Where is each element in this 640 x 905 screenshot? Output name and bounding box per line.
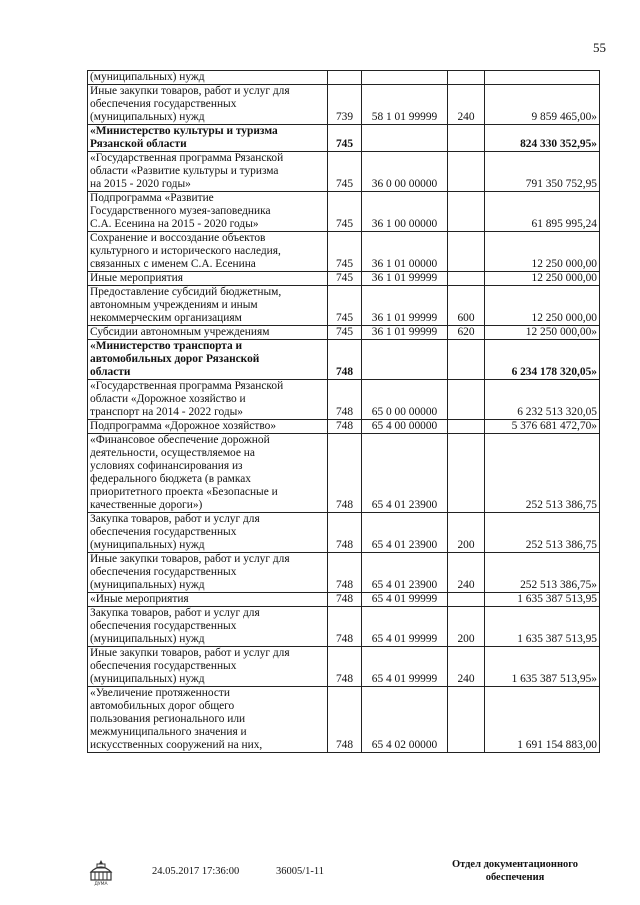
cell-amount: 1 635 387 513,95 xyxy=(485,607,600,647)
cell-amount xyxy=(485,71,600,85)
cell-csr: 36 0 00 00000 xyxy=(362,152,448,192)
footer-doc-code: 36005/1-11 xyxy=(276,866,325,877)
cell-vr xyxy=(448,272,485,286)
cell-amount: 12 250 000,00 xyxy=(485,272,600,286)
cell-csr: 65 4 00 00000 xyxy=(362,420,448,434)
cell-ved: 745 xyxy=(328,192,362,232)
budget-table xyxy=(87,70,600,753)
cell-csr xyxy=(362,125,448,152)
cell-vr xyxy=(448,687,485,753)
cell-vr xyxy=(448,152,485,192)
svg-text:ДУМА: ДУМА xyxy=(94,882,108,886)
cell-name: Предоставление субсидий бюджетным, автономным учреждениям и иным некоммерческим организациям xyxy=(88,286,328,326)
table-row xyxy=(88,647,600,687)
cell-amount: 1 691 154 883,00 xyxy=(485,687,600,753)
cell-ved: 748 xyxy=(328,687,362,753)
cell-csr xyxy=(362,71,448,85)
cell-csr: 36 1 01 99999 xyxy=(362,326,448,340)
cell-name: «Увеличение протяженности автомобильных дорог общего пользования регионального или межмуниципального значения и искусственных сооружений на них, xyxy=(88,687,328,753)
cell-vr xyxy=(448,71,485,85)
cell-amount: 791 350 752,95 xyxy=(485,152,600,192)
cell-csr: 58 1 01 99999 xyxy=(362,85,448,125)
cell-vr: 200 xyxy=(448,513,485,553)
cell-name: Иные мероприятия xyxy=(88,272,328,286)
cell-amount: 252 513 386,75» xyxy=(485,553,600,593)
cell-name: Иные закупки товаров, работ и услуг для обеспечения государственных (муниципальных) нужд xyxy=(88,85,328,125)
cell-vr xyxy=(448,420,485,434)
cell-vr: 240 xyxy=(448,553,485,593)
cell-amount: 6 232 513 320,05 xyxy=(485,380,600,420)
cell-vr: 620 xyxy=(448,326,485,340)
cell-ved: 748 xyxy=(328,607,362,647)
cell-vr xyxy=(448,593,485,607)
cell-vr xyxy=(448,125,485,152)
cell-name: Закупка товаров, работ и услуг для обеспечения государственных (муниципальных) нужд xyxy=(88,607,328,647)
cell-name: «Министерство транспорта и автомобильных дорог Рязанской области xyxy=(88,340,328,380)
cell-csr: 36 1 01 99999 xyxy=(362,272,448,286)
footer-department: Отдел документационного обеспечения xyxy=(451,859,579,883)
table-row xyxy=(88,340,600,380)
cell-ved: 745 xyxy=(328,326,362,340)
cell-name: «Государственная программа Рязанской области «Развитие культуры и туризма на 2015 - 2020 годы» xyxy=(88,152,328,192)
table-row xyxy=(88,125,600,152)
cell-amount: 5 376 681 472,70» xyxy=(485,420,600,434)
cell-ved: 748 xyxy=(328,380,362,420)
cell-vr xyxy=(448,232,485,272)
cell-csr: 65 4 02 00000 xyxy=(362,687,448,753)
cell-vr: 240 xyxy=(448,647,485,687)
table-row xyxy=(88,85,600,125)
table-row xyxy=(88,380,600,420)
cell-name: Подпрограмма «Дорожное хозяйство» xyxy=(88,420,328,434)
cell-csr: 36 1 00 00000 xyxy=(362,192,448,232)
cell-csr: 65 4 01 23900 xyxy=(362,513,448,553)
cell-name: Иные закупки товаров, работ и услуг для обеспечения государственных (муниципальных) нужд xyxy=(88,553,328,593)
table-row xyxy=(88,272,600,286)
cell-name: «Иные мероприятия xyxy=(88,593,328,607)
cell-amount: 252 513 386,75 xyxy=(485,513,600,553)
cell-vr: 200 xyxy=(448,607,485,647)
cell-ved: 739 xyxy=(328,85,362,125)
cell-ved: 748 xyxy=(328,513,362,553)
table-row xyxy=(88,513,600,553)
cell-name: Субсидии автономным учреждениям xyxy=(88,326,328,340)
cell-ved: 748 xyxy=(328,553,362,593)
cell-name: «Министерство культуры и туризма Рязанской области xyxy=(88,125,328,152)
cell-csr: 36 1 01 00000 xyxy=(362,232,448,272)
cell-csr: 65 4 01 99999 xyxy=(362,593,448,607)
cell-csr: 65 0 00 00000 xyxy=(362,380,448,420)
table-row xyxy=(88,687,600,753)
cell-vr: 240 xyxy=(448,85,485,125)
cell-vr xyxy=(448,380,485,420)
table-row xyxy=(88,593,600,607)
cell-vr: 600 xyxy=(448,286,485,326)
cell-vr xyxy=(448,340,485,380)
cell-amount: 12 250 000,00 xyxy=(485,232,600,272)
cell-ved: 745 xyxy=(328,232,362,272)
footer-datetime: 24.05.2017 17:36:00 xyxy=(152,866,240,877)
table-row xyxy=(88,553,600,593)
table-row xyxy=(88,420,600,434)
cell-amount: 9 859 465,00» xyxy=(485,85,600,125)
table-row xyxy=(88,326,600,340)
duma-logo-icon xyxy=(88,858,114,886)
cell-csr: 65 4 01 23900 xyxy=(362,434,448,513)
cell-amount: 252 513 386,75 xyxy=(485,434,600,513)
cell-csr: 65 4 01 99999 xyxy=(362,647,448,687)
cell-ved: 745 xyxy=(328,125,362,152)
cell-vr xyxy=(448,434,485,513)
cell-name: Иные закупки товаров, работ и услуг для обеспечения государственных (муниципальных) нужд xyxy=(88,647,328,687)
table-row xyxy=(88,607,600,647)
cell-vr xyxy=(448,192,485,232)
table-row xyxy=(88,286,600,326)
cell-ved: 748 xyxy=(328,340,362,380)
cell-name: Сохранение и воссоздание объектов культурного и исторического наследия, связанных с именем С.А. Есенина xyxy=(88,232,328,272)
cell-amount: 61 895 995,24 xyxy=(485,192,600,232)
cell-ved: 748 xyxy=(328,593,362,607)
table-row xyxy=(88,434,600,513)
table-row xyxy=(88,152,600,192)
cell-ved: 748 xyxy=(328,434,362,513)
cell-amount: 6 234 178 320,05» xyxy=(485,340,600,380)
cell-csr: 36 1 01 99999 xyxy=(362,286,448,326)
cell-csr: 65 4 01 23900 xyxy=(362,553,448,593)
cell-csr xyxy=(362,340,448,380)
cell-amount: 1 635 387 513,95» xyxy=(485,647,600,687)
cell-amount: 12 250 000,00 xyxy=(485,286,600,326)
cell-ved: 748 xyxy=(328,647,362,687)
page-number: 55 xyxy=(593,40,606,55)
cell-amount: 1 635 387 513,95 xyxy=(485,593,600,607)
cell-ved: 745 xyxy=(328,286,362,326)
cell-name: (муниципальных) нужд xyxy=(88,71,328,85)
cell-name: Закупка товаров, работ и услуг для обеспечения государственных (муниципальных) нужд xyxy=(88,513,328,553)
cell-amount: 824 330 352,95» xyxy=(485,125,600,152)
cell-name: Подпрограмма «Развитие Государственного музея-заповедника С.А. Есенина на 2015 - 2020 годы» xyxy=(88,192,328,232)
table-row xyxy=(88,71,600,85)
cell-ved: 745 xyxy=(328,152,362,192)
cell-amount: 12 250 000,00» xyxy=(485,326,600,340)
cell-name: «Государственная программа Рязанской области «Дорожное хозяйство и транспорт на 2014 - 2022 годы» xyxy=(88,380,328,420)
cell-ved: 748 xyxy=(328,420,362,434)
cell-name: «Финансовое обеспечение дорожной деятельности, осуществляемое на условиях софинансирования из федерального бюджета (в рамках приоритетного проекта «Безопасные и качественные дороги») xyxy=(88,434,328,513)
table-row xyxy=(88,232,600,272)
cell-ved xyxy=(328,71,362,85)
cell-ved: 745 xyxy=(328,272,362,286)
cell-csr: 65 4 01 99999 xyxy=(362,607,448,647)
table-row xyxy=(88,192,600,232)
